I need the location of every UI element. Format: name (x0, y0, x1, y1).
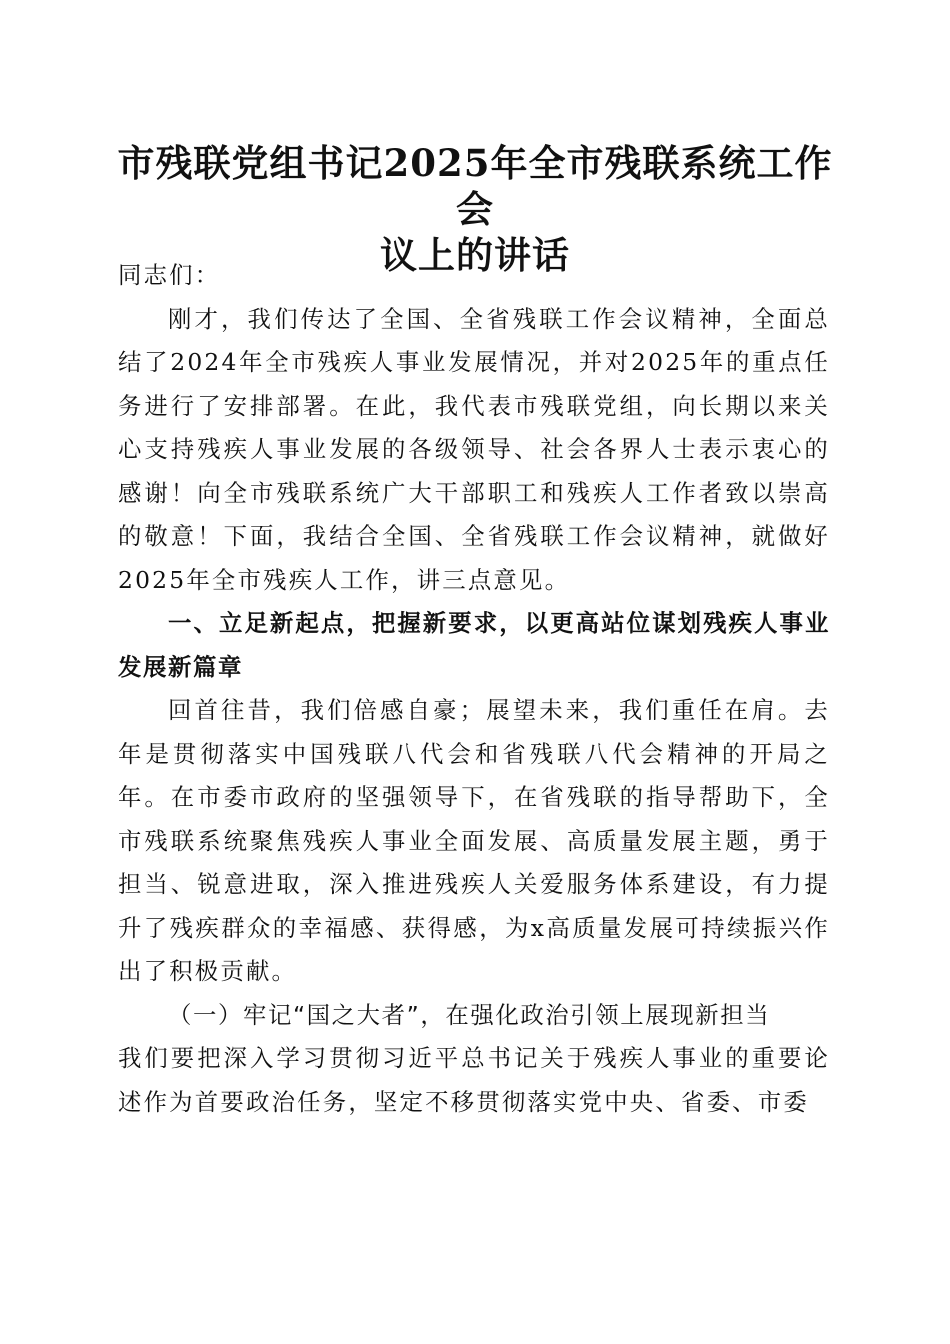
salutation: 同志们： (118, 261, 221, 289)
document-body (118, 254, 830, 1124)
paragraph-review: 回首往昔，我们倍感自豪；展望未来，我们重任在肩。去年是贯彻落实中国残联八代会和省残联八代会精神的开局之年。在市委市政府的坚强领导下，在省残联的指导帮助下，全市残联系统聚焦残疾人事业全面发展、高质量发展主题，勇于担当、锐意进取，深入推进残疾人关爱服务体系建设，有力提升了残疾群众的幸福感、获得感，为x高质量发展可持续振兴作出了积极贡献。 (118, 696, 830, 985)
paragraph-political: 我们要把深入学习贯彻习近平总书记关于残疾人事业的重要论述作为首要政治任务，坚定不移贯彻落实党中央、省委、市委 (118, 1044, 830, 1116)
paragraph-opening: 刚才，我们传达了全国、全省残联工作会议精神，全面总结了2024年全市残疾人事业发展情况，并对2025年的重点任务进行了安排部署。在此，我代表市残联党组，向长期以来关心支持残疾人事业发展的各级领导、社会各界人士表示衷心的感谢！向全市残联系统广大干部职工和残疾人工作者致以崇高的敬意！下面，我结合全国、全省残联工作会议精神，就做好2025年全市残疾人工作，讲三点意见。 (118, 304, 830, 594)
subsection-heading-1: （一）牢记“国之大者”，在强化政治引领上展现新担当 (168, 1000, 771, 1029)
title-line-2: 议上的讲话 (380, 233, 570, 277)
title-line-1: 市残联党组书记2025年全市残联系统工作会 (117, 141, 833, 231)
section-heading-1: 一、立足新起点，把握新要求，以更高站位谋划残疾人事业发展新篇章 (118, 609, 830, 681)
